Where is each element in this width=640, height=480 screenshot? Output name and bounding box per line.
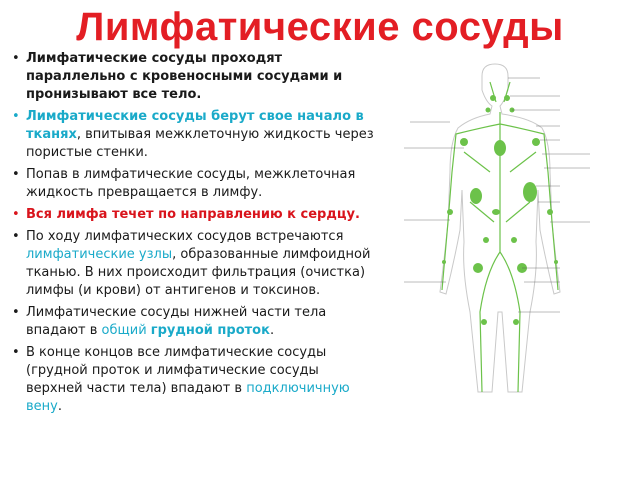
bullet-item <box>10 344 375 416</box>
bullet-highlight: лимфатические узлы <box>26 247 173 262</box>
bullet-emphasis: Вся лимфа течет по направлению к сердцу. <box>26 207 360 222</box>
bullet-text: В конце концов все лимфатические сосуды (грудной проток и лимфатические сосуды верхней части тела) впадают в <box>26 345 327 396</box>
bullet-item <box>10 228 375 300</box>
bullet-text: Лимфатические сосуды нижней части тела впадают в <box>26 305 327 338</box>
bullet-dot-icon: • <box>12 305 20 320</box>
bullet-highlight: Лимфатические сосуды берут свое начало в тканях <box>26 109 364 142</box>
bullet-text: Попав в лимфатические сосуды, межклеточная жидкость превращается в лимфу. <box>26 167 356 200</box>
bullet-dot-icon: • <box>12 207 20 222</box>
lymph-vessels <box>442 82 558 392</box>
bullet-dot-icon: • <box>12 345 20 360</box>
bullet-text: , впитывая межклеточную жидкость через пористые стенки. <box>26 127 374 160</box>
bullet-highlight: общий <box>101 323 147 338</box>
bullet-item <box>10 206 375 224</box>
bullet-item <box>10 166 375 202</box>
bullet-item <box>10 108 375 162</box>
bullet-dot-icon: • <box>12 167 20 182</box>
bullet-dot-icon: • <box>12 51 20 66</box>
label-leaders <box>404 78 590 312</box>
bullet-dot-icon: • <box>12 109 20 124</box>
bullet-item <box>10 50 375 104</box>
bullet-list <box>10 50 375 420</box>
bullet-highlight: подключичную вену <box>26 381 350 414</box>
bullet-text: . <box>269 323 275 338</box>
bullet-dot-icon: • <box>12 229 20 244</box>
bullet-text: . <box>57 399 62 414</box>
bullet-text: , образованные лимфоидной тканью. В них происходит фильтрация (очистка) лимфы (и крови) от антигенов и токсинов. <box>26 247 371 298</box>
lymphatic-system-illustration <box>390 62 640 402</box>
bullet-text: Лимфатические сосуды проходят параллельно с кровеносными сосудами и пронизывают все тело. <box>26 51 343 102</box>
page-title: Лимфатические сосуды <box>76 5 564 49</box>
bullet-item <box>10 304 375 340</box>
bullet-text: По ходу лимфатических сосудов встречаются <box>26 229 344 244</box>
bullet-highlight: грудной проток <box>150 323 270 338</box>
